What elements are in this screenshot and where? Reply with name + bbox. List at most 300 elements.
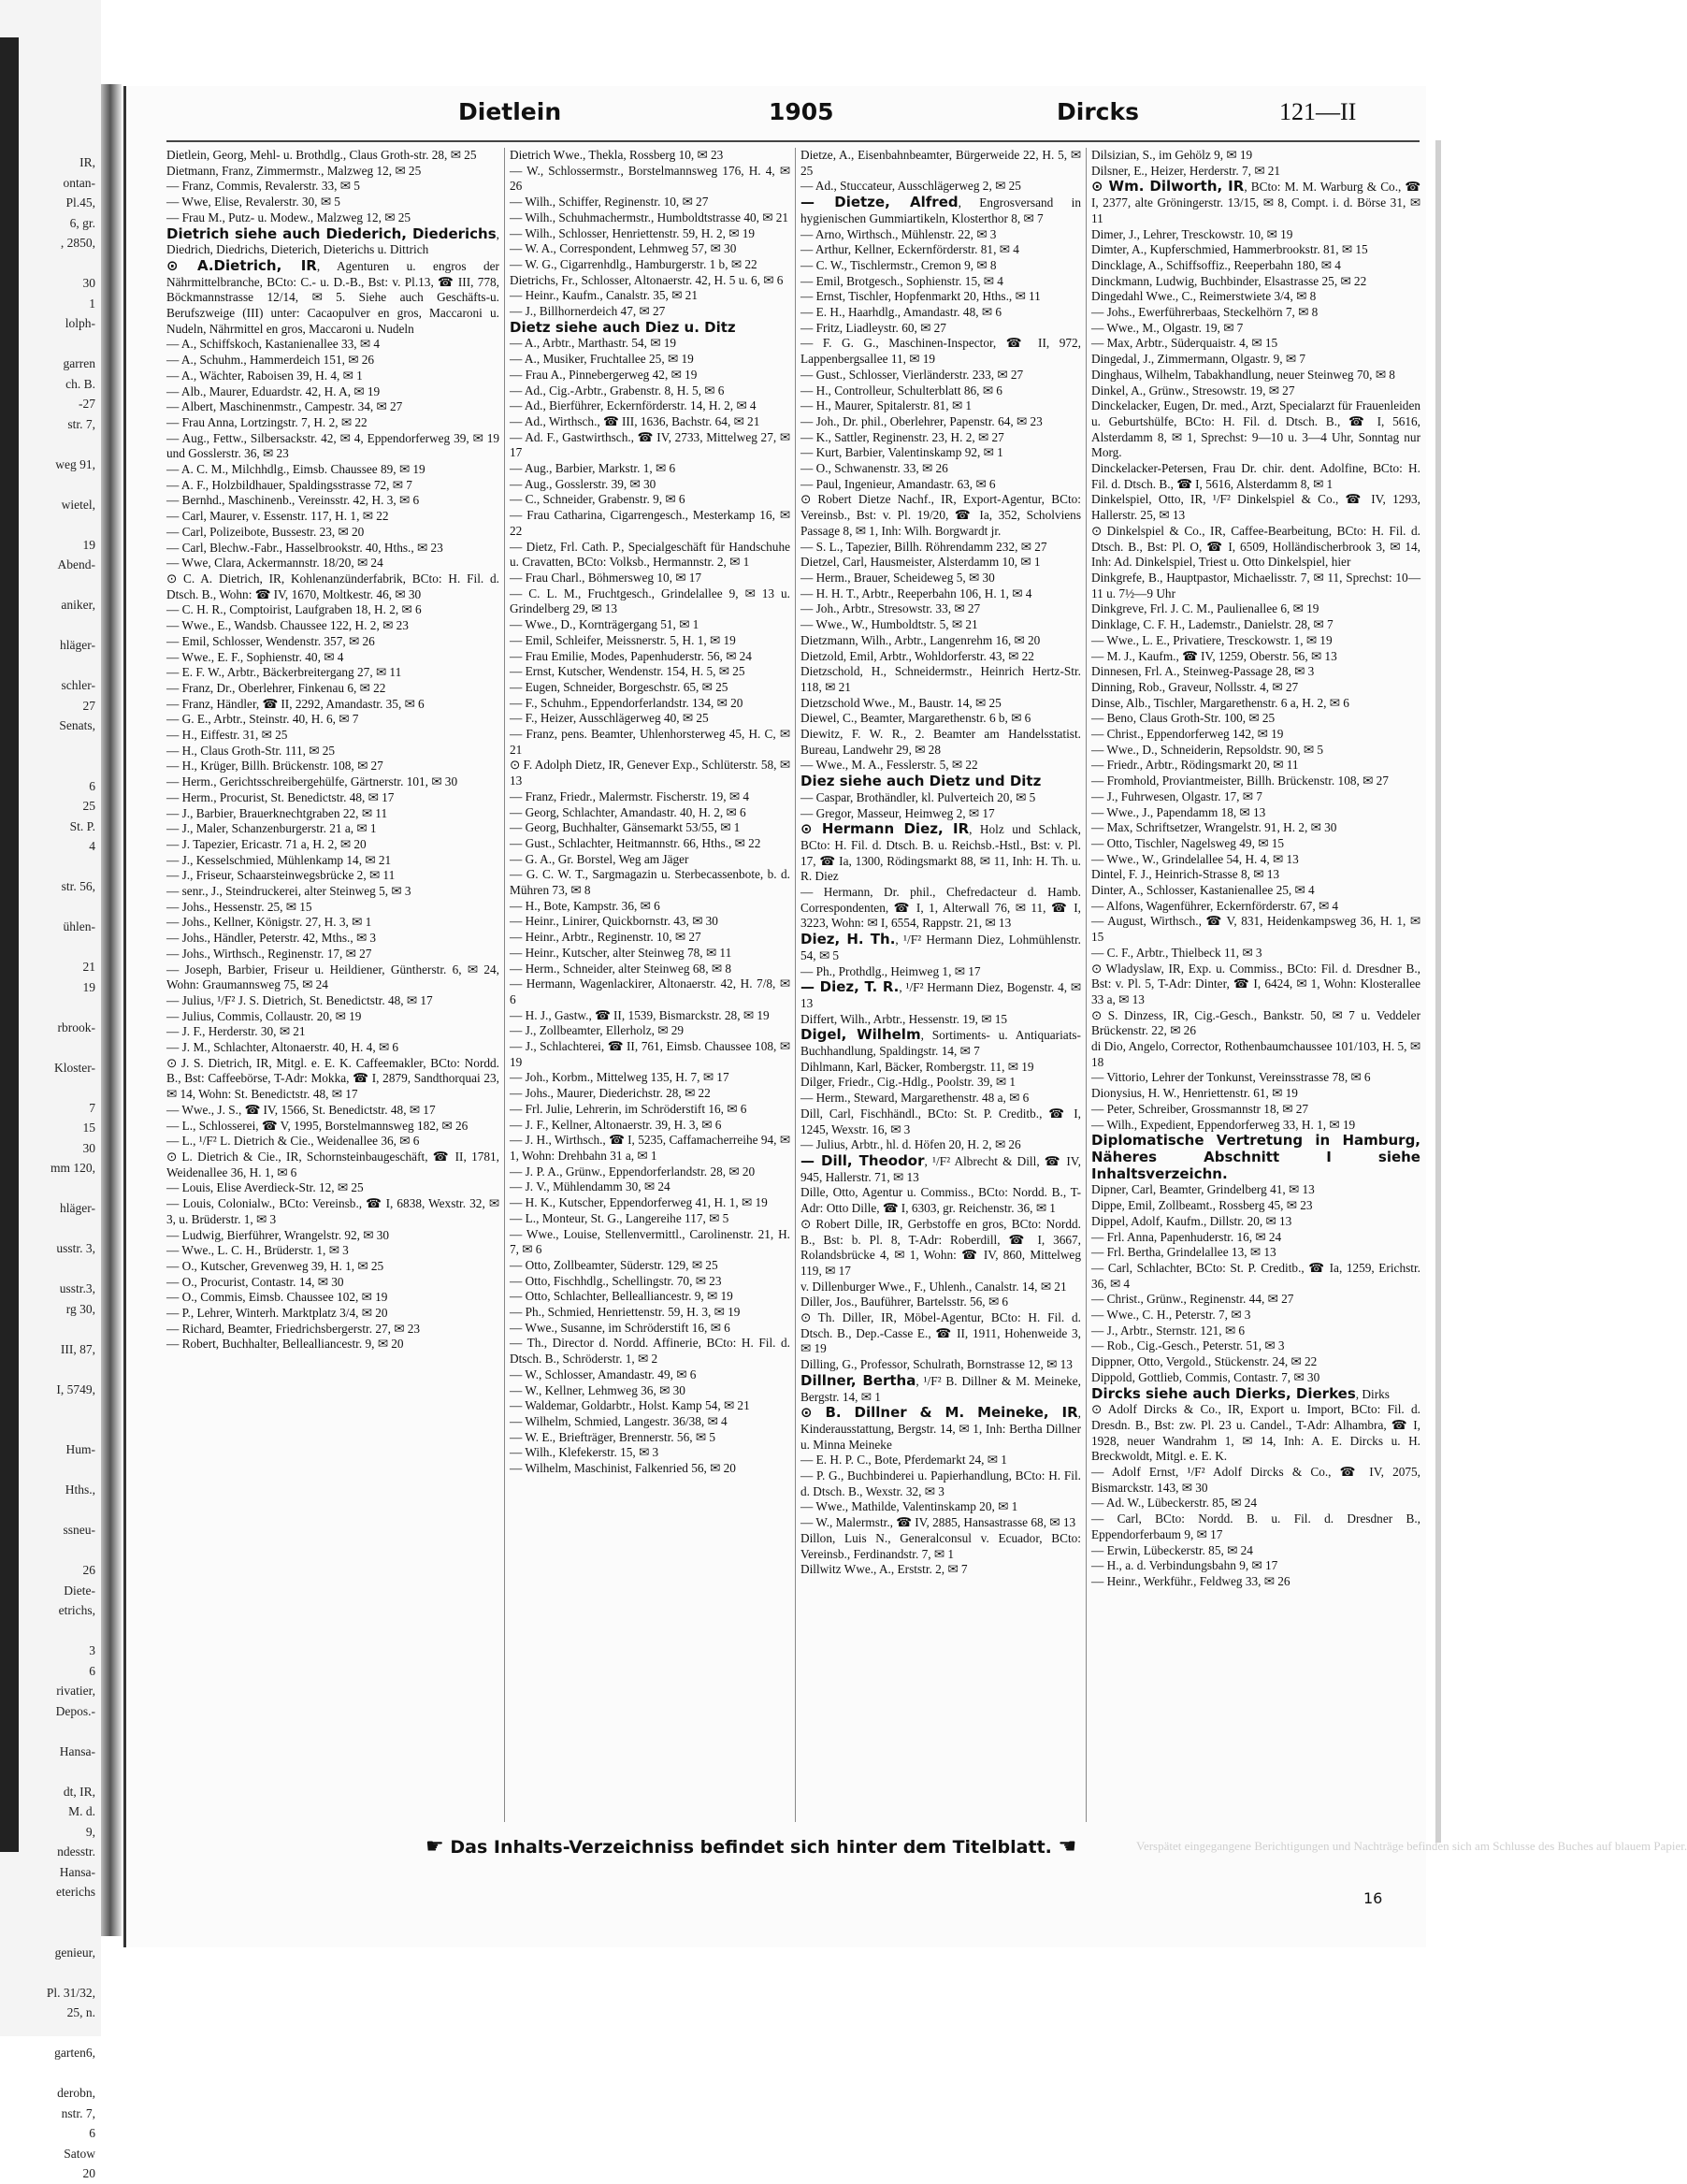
header-left-keyword: Dietlein [458, 98, 562, 125]
directory-entry: — Wilh., Expedient, Eppendorferweg 33, H. 1, ✉ 19 [1091, 1117, 1356, 1132]
directory-entry: — Frl. Bertha, Grindelallee 13, ✉ 13 [1091, 1245, 1276, 1260]
header-page-number: 121—II [1279, 98, 1357, 125]
directory-entry: — F., Heizer, Ausschlägerweg 40, ✉ 25 [510, 711, 709, 726]
directory-entry: Dintel, F. J., Heinrich-Strasse 8, ✉ 13 [1091, 867, 1280, 882]
directory-entry: — Frau M., Putz- u. Modew., Malzweg 12, ✉ 25 [166, 210, 411, 224]
gutter-fragment: 20 [82, 2166, 95, 2180]
directory-entry: — O., Procurist, Contastr. 14, ✉ 30 [166, 1274, 344, 1289]
gutter-fragment: 3 [89, 1643, 95, 1657]
directory-column-3 [800, 148, 1081, 1827]
directory-column-2 [510, 148, 790, 1827]
directory-entry: — J. Tapezier, Ericastr. 71 a, H. 2, ✉ 20 [166, 836, 367, 851]
directory-entry: — Wilhelm, Maschinist, Falkenried 56, ✉ 20 [510, 1461, 736, 1476]
gutter-fragment [19, 253, 95, 274]
gutter-fragment [19, 656, 95, 676]
directory-entry: — August, Wirthsch., ☎ V, 831, Heidenkampsweg 36, H. 1, ✉ 15 [1091, 914, 1420, 945]
directory-entry: — Wwe., C. H., Peterstr. 7, ✉ 3 [1091, 1308, 1251, 1323]
directory-entry: — Caspar, Brothändler, kl. Pulverteich 20, ✉ 5 [800, 789, 1036, 804]
gutter-fragment: rivatier, [56, 1684, 95, 1698]
directory-entry: — J. V., Mühlendamm 30, ✉ 24 [510, 1179, 670, 1194]
pointing-hand-icon: ☛ [425, 1835, 444, 1859]
directory-entry: — F., Schuhm., Eppendorferlandstr. 134, ✉ 20 [510, 695, 743, 710]
directory-entry: — Aug., Barbier, Markstr. 1, ✉ 6 [510, 461, 676, 476]
gutter-fragment [19, 615, 95, 636]
directory-entry: — A., Wächter, Raboisen 39, H. 4, ✉ 1 [166, 368, 363, 383]
directory-entry: — Ad., Wirthsch., ☎ III, 1636, Bachstr. 64, ✉ 21 [510, 413, 760, 428]
gutter-fragment: lolph- [65, 316, 95, 330]
directory-entry: Digel, Wilhelm, Sortiments- u. Antiquariats-Buchhandlung, Spaldingstr. 14, ✉ 7 [800, 1026, 1081, 1059]
directory-entry: Dinkgrefe, B., Hauptpastor, Michaelisstr. 7, ✉ 11, Sprechst: 10—11 u. 7½—9 Uhr [1091, 570, 1420, 600]
directory-entry: ⊙ Wm. Dilworth, IR, BCto: M. M. Warburg & Co., ☎ I, 2377, alte Gröningerstr. 13/15, ✉ 8, Compt. i. d. Börse 31, ✉ 11 [1091, 178, 1420, 225]
directory-entry: — Ad. W., Lübeckerstr. 85, ✉ 24 [1091, 1496, 1257, 1511]
directory-entry: ⊙ Robert Dietze Nachf., IR, Export-Agentur, BCto: Vereinsb., Bst: v. Pl. 19/20, ☎ Ia, 352, Scholviens Passage 8, ✉ 1, Inh: Wilh. Borgwardt jr. [800, 492, 1081, 538]
directory-entry: — Aug., Gosslerstr. 39, ✉ 30 [510, 476, 656, 491]
directory-entry: — Wwe., Susanne, im Schröderstift 16, ✉ 6 [510, 1320, 730, 1335]
directory-entry: — Wwe., M., Olgastr. 19, ✉ 7 [1091, 320, 1244, 335]
gutter-fragment: ühlen- [63, 919, 95, 933]
directory-entry: — Wwe., L. E., Privatiere, Tresckowstr. 1, ✉ 19 [1091, 632, 1333, 647]
directory-entry: — W. E., Briefträger, Brennerstr. 56, ✉ 5 [510, 1429, 715, 1444]
directory-entry: Dinckelacker, Eugen, Dr. med., Arzt, Specialarzt für Frauenleiden u. Geburtshülfe, BCto: H. Fil. d. Dtsch. B., ☎ I, 5616, Alsterdamm 8, ✉ 1, Sprechst: 9—10 u. 3—4 Uhr, Sonntag nur Morg. [1091, 398, 1420, 460]
directory-entry: — Franz, Händler, ☎ II, 2292, Amandastr. 35, ✉ 6 [166, 696, 425, 711]
directory-entry: — Johs., Hessenstr. 25, ✉ 15 [166, 899, 312, 914]
directory-entry: ⊙ F. Adolph Dietz, IR, Genever Exp., Schlüterstr. 58, ✉ 13 [510, 758, 790, 788]
directory-entry: — Wwe., J. S., ☎ IV, 1566, St. Benedictstr. 48, ✉ 17 [166, 1102, 436, 1117]
directory-entry: — Wwe., D., Schneiderin, Repsoldstr. 90, ✉ 5 [1091, 742, 1323, 757]
gutter-fragment [19, 1359, 95, 1380]
directory-entry: — Paul, Ingenieur, Amandastr. 63, ✉ 6 [800, 476, 996, 491]
directory-entry: — Peter, Schreiber, Grossmannstr 18, ✉ 27 [1091, 1101, 1309, 1116]
directory-entry: Dinkgreve, Frl. J. C. M., Paulienallee 6, ✉ 19 [1091, 601, 1319, 616]
directory-entry: Dietze, A., Eisenbahnbeamter, Bürgerweide 22, H. 5, ✉ 25 [800, 148, 1081, 178]
directory-entry: ⊙ Wladyslaw, IR, Exp. u. Commiss., BCto: Fil. d. Dresdner B., Bst: v. Pl. 5, T-Adr: Dinter, ☎ I, 6424, ✉ 1, Wohn: Klosterallee 33 a, ✉ 13 [1091, 961, 1420, 1006]
gutter-fragment: 9, [85, 1824, 95, 1839]
gutter-fragment: Hansa- [59, 1743, 95, 1758]
directory-entry: Diewitz, F. W. R., 2. Beamter am Handelsstatist. Bureau, Landwehr 29, ✉ 28 [800, 727, 1081, 757]
directory-entry: — Frl. Julie, Lehrerin, im Schröderstift 16, ✉ 6 [510, 1101, 747, 1116]
directory-entry: — Heinr., Werkführ., Feldweg 33, ✉ 26 [1091, 1573, 1290, 1588]
directory-entry: — O., Commis, Eimsb. Chaussee 102, ✉ 19 [166, 1290, 388, 1305]
bleed-through-text: Verspätet eingegangene Berichtigungen und Nachträge befinden sich am Schlusse des Buches auf blauem Papier. [1136, 1839, 1687, 1853]
directory-entry: — C. F., Arbtr., Thielbeck 11, ✉ 3 [1091, 945, 1262, 960]
directory-column-4 [1091, 148, 1420, 1827]
directory-entry: — Julius, Commis, Collaustr. 20, ✉ 19 [166, 1008, 362, 1023]
directory-entry: — Carl, Blechw.-Fabr., Hasselbrookstr. 40, Hths., ✉ 23 [166, 540, 443, 555]
directory-entry: ⊙ Adolf Dircks & Co., IR, Export u. Import, BCto: Fil. d. Dresdn. B., Bst: zw. Pl. 23 u. Candel., T-Adr: Alhambra, ☎ I, 1928, neuer Wandrahm 1, ✉ 14, Inh: A. E. Dircks u. H. Breckwoldt, Mitgl. e. E. K. [1091, 1402, 1420, 1464]
gutter-fragment [19, 857, 95, 877]
gutter-fragment: Hansa- [59, 1864, 95, 1879]
directory-entry: — Joseph, Barbier, Friseur u. Heildiener, Güntherstr. 6, ✉ 24, Wohn: Graumannsweg 75, ✉ 24 [166, 962, 499, 992]
directory-entry: — Erwin, Lübeckerstr. 85, ✉ 24 [1091, 1542, 1253, 1557]
directory-entry: — Hermann, Dr. phil., Chefredacteur d. Hamb. Correspondenten, ☎ I, 1, Alterwall 76, ✉ 11, ☎ I, 3223, Wohn: ✉ I, 6554, Rappstr. 21, ✉ 13 [800, 885, 1081, 931]
gutter-fragment: 19 [82, 979, 95, 994]
directory-entry: — Joh., Dr. phil., Oberlehrer, Papenstr. 64, ✉ 23 [800, 413, 1043, 428]
directory-entry: — Waldemar, Goldarbtr., Holst. Kamp 54, ✉ 21 [510, 1398, 750, 1413]
directory-entry: — J., Barbier, Brauerknechtgraben 22, ✉ 11 [166, 805, 388, 820]
gutter-fragment: 30 [82, 1140, 95, 1155]
directory-entry: Dietz siehe auch Diez u. Ditz [510, 318, 736, 336]
directory-entry: — Dietze, Alfred, Engrosversand in hygienischen Gummiartikeln, Klosterthor 8, ✉ 7 [800, 194, 1081, 225]
directory-entry: — J., Fuhrwesen, Olgastr. 17, ✉ 7 [1091, 788, 1262, 803]
directory-entry: — Johs., Kellner, Königstr. 27, H. 3, ✉ 1 [166, 915, 372, 930]
directory-entry: — Aug., Fettw., Silbersackstr. 42, ✉ 4, Eppendorferweg 39, ✉ 19 und Gosslerstr. 36, ✉ 23 [166, 430, 499, 461]
directory-entry: Dircks siehe auch Dierks, Dierkes, Dirks [1091, 1384, 1390, 1402]
directory-entry: Dingedal, J., Zimmermann, Olgastr. 9, ✉ 7 [1091, 352, 1306, 367]
directory-entry: — Wwe., M. A., Fesslerstr. 5, ✉ 22 [800, 758, 978, 773]
directory-entry: — Johs., Maurer, Diederichstr. 28, ✉ 22 [510, 1086, 711, 1101]
directory-entry: ⊙ L. Dietrich & Cie., IR, Schornsteinbaugeschäft, ☎ II, 1781, Weidenallee 36, H. 1, ✉ 6 [166, 1150, 499, 1179]
gutter-fragment: 1 [89, 296, 95, 311]
directory-entry: Dinkel, A., Grünw., Stresowstr. 19, ✉ 27 [1091, 383, 1295, 398]
gutter-fragment: wietel, [61, 497, 95, 512]
directory-entry: Dippe, Emil, Zollbeamt., Rossberg 45, ✉ 23 [1091, 1198, 1313, 1213]
directory-entry: — Hermann, Wagenlackirer, Altonaerstr. 42, H. 7/8, ✉ 6 [510, 976, 790, 1006]
directory-entry: — Wilh., Schuhmachermstr., Humboldtstrasse 40, ✉ 21 [510, 210, 789, 224]
gutter-fragment [19, 1761, 95, 1782]
directory-entry: — Wilh., Klefekerstr. 15, ✉ 3 [510, 1445, 659, 1460]
directory-entry: — Herm., Brauer, Scheideweg 5, ✉ 30 [800, 570, 995, 585]
directory-entry: Dietzmann, Wilh., Arbtr., Langenrehm 16, ✉ 20 [800, 632, 1041, 647]
directory-entry: — Richard, Beamter, Friedrichsbergerstr. 27, ✉ 23 [166, 1321, 421, 1336]
gutter-fragment: etrichs, [58, 1603, 95, 1617]
directory-entry: — Franz, Friedr., Malermstr. Fischerstr. 19, ✉ 4 [510, 788, 749, 803]
gutter-fragment: mm 120, [50, 1161, 95, 1175]
directory-entry: — Wwe., W., Humboldtstr. 5, ✉ 21 [800, 617, 978, 632]
directory-entry: — Frau Charl., Böhmersweg 10, ✉ 17 [510, 570, 702, 585]
directory-entry: — C., Schneider, Grabenstr. 9, ✉ 6 [510, 492, 685, 507]
directory-entry: — H. H. T., Arbtr., Reeperbahn 106, H. 1, ✉ 4 [800, 586, 1032, 600]
directory-entry: — G. E., Arbtr., Steinstr. 40, H. 6, ✉ 7 [166, 712, 359, 727]
gutter-fragment: -27 [79, 397, 95, 411]
directory-entry: — Arno, Wirthsch., Mühlenstr. 22, ✉ 3 [800, 226, 997, 241]
gutter-fragment: Abend- [57, 557, 95, 571]
gutter-fragment [19, 937, 95, 958]
directory-entry: Dinse, Alb., Tischler, Margarethenstr. 6 a, H. 2, ✉ 6 [1091, 695, 1349, 710]
gutter-fragment: Pl.45, [65, 195, 95, 210]
gutter-fragment: 6 [89, 1663, 95, 1678]
gutter-fragment: usstr.3, [59, 1281, 95, 1295]
directory-entry: — W., Schlossermstr., Borstelmannsweg 176, H. 4, ✉ 26 [510, 163, 790, 194]
directory-entry: ⊙ J. S. Dietrich, IR, Mitgl. e. E. K. Caffeemakler, BCto: Nordd. B., Bst: Caffeebörse, T-Adr: Mokka, ☎ I, 2879, Sandthorquai 23, ✉ 14, Wohn: St. Benedictstr. 48, ✉ 17 [166, 1055, 499, 1102]
directory-entry: — Wwe., E., Wandsb. Chaussee 122, H. 2, ✉ 23 [166, 618, 409, 633]
directory-entry: Dilsner, E., Heizer, Herderstr. 7, ✉ 21 [1091, 163, 1281, 178]
directory-entry: — Eugen, Schneider, Borgeschstr. 65, ✉ 25 [510, 679, 728, 694]
directory-entry: — Heinr., Linirer, Quickbornstr. 43, ✉ 30 [510, 914, 718, 929]
gutter-fragment: dt, IR, [63, 1784, 95, 1799]
gutter-fragment [19, 997, 95, 1018]
directory-entry: — Ad., Bierführer, Eckernförderstr. 14, H. 2, ✉ 4 [510, 398, 757, 413]
directory-entry: — K., Sattler, Reginenstr. 23, H. 2, ✉ 27 [800, 429, 1004, 444]
gutter-fragment: 6, gr. [69, 215, 95, 230]
gutter-fragment [19, 1922, 95, 1943]
directory-entry: Dippel, Adolf, Kaufm., Dillstr. 20, ✉ 13 [1091, 1213, 1292, 1228]
directory-entry: — Julius, ¹/F² J. S. Dietrich, St. Benedictstr. 48, ✉ 17 [166, 992, 433, 1007]
directory-entry: — Emil, Schlosser, Wendenstr. 357, ✉ 26 [166, 633, 375, 648]
directory-entry: — J., Billhornerdeich 47, ✉ 27 [510, 304, 666, 319]
directory-entry: — Louis, Colonialw., BCto: Vereinsb., ☎ I, 6838, Wexstr. 32, ✉ 3, u. Brüderstr. 1, ✉ 3 [166, 1196, 499, 1226]
directory-entry: — Herm., Procurist, St. Benedictstr. 48, ✉ 17 [166, 789, 395, 804]
directory-entry: — A., Musiker, Fruchtallee 25, ✉ 19 [510, 352, 694, 367]
directory-entry: — Wwe., W., Grindelallee 54, H. 4, ✉ 13 [1091, 851, 1299, 866]
directory-entry: — S. L., Tapezier, Billh. Röhrendamm 232, ✉ 27 [800, 539, 1047, 554]
directory-entry: ⊙ Robert Dille, IR, Gerbstoffe en gros, BCto: Nordd. B., Bst: b. Pl. 8, T-Adr: Roberdill, ☎ I, 3667, Rolandsbrücke 4, ✉ 1, Wohn: ☎ IV, 860, Mittelweg 119, ✉ 17 [800, 1216, 1081, 1278]
directory-entry: — W., Malermstr., ☎ IV, 2885, Hansastrasse 68, ✉ 13 [800, 1515, 1076, 1530]
directory-entry: — Herm., Schneider, alter Steinweg 68, ✉ 8 [510, 961, 731, 976]
directory-entry: — O., Schwanenstr. 33, ✉ 26 [800, 461, 948, 476]
gutter-fragment: 25 [82, 799, 95, 813]
directory-entry: Dietrich siehe auch Diederich, Diederichs, Diedrich, Diedrichs, Dieterich, Dieterichs u. Dittrich [166, 224, 499, 257]
directory-entry: Dietlein, Georg, Mehl- u. Brothdlg., Claus Groth-str. 28, ✉ 25 [166, 148, 477, 162]
directory-entry: — Gust., Schlachter, Heitmannstr. 66, Hths., ✉ 22 [510, 835, 761, 850]
gutter-fragment [19, 1621, 95, 1642]
directory-entry: Dinckmann, Ludwig, Buchbinder, Elsastrasse 25, ✉ 22 [1091, 273, 1367, 288]
book-spine [101, 84, 122, 1936]
directory-entry: — Ad., Stuccateur, Ausschlägerweg 2, ✉ 25 [800, 179, 1021, 194]
gutter-fragment [19, 1540, 95, 1561]
gutter-fragment [19, 1037, 95, 1058]
gutter-fragment: eterichs [56, 1885, 95, 1899]
directory-entry: ⊙ Hermann Diez, IR, Holz und Schlack, BCto: H. Fil. d. Dtsch. B. u. Reichsb.-Hstl., Bst: v. Pl. 17, ☎ Ia, 1300, Rödingsmarkt 88, ✉ 11, Inh: H. Th. u. R. Diez [800, 820, 1081, 884]
directory-entry: — G. A., Gr. Borstel, Weg am Jäger [510, 851, 689, 866]
directory-entry: — E. H. P. C., Bote, Pferdemarkt 24, ✉ 1 [800, 1453, 1007, 1468]
directory-entry: — Christ., Grünw., Reginenstr. 44, ✉ 27 [1091, 1292, 1294, 1307]
directory-entry: — Max, Schriftsetzer, Wrangelstr. 91, H. 2, ✉ 30 [1091, 820, 1337, 835]
directory-entry: — J. F., Herderstr. 30, ✉ 21 [166, 1024, 306, 1039]
directory-entry: — Friedr., Arbtr., Rödingsmarkt 20, ✉ 11 [1091, 758, 1299, 773]
gutter-fragment: weg 91, [55, 456, 95, 471]
gutter-fragment: nstr. 7, [61, 2105, 95, 2120]
directory-entry: — Otto, Fischhdlg., Schellingstr. 70, ✉ 23 [510, 1273, 722, 1288]
directory-entry: — J. M., Schlachter, Altonaerstr. 40, H. 4, ✉ 6 [166, 1040, 399, 1055]
header-right-keyword: Dircks [1057, 98, 1139, 125]
gutter-fragment: I, 5749, [56, 1381, 95, 1396]
gutter-fragment: 21 [82, 960, 95, 974]
directory-entry: Dietmann, Franz, Zimmermstr., Malzweg 12, ✉ 25 [166, 163, 422, 178]
gutter-fragment: ch. B. [65, 376, 95, 391]
gutter-fragment: St. P. [69, 818, 95, 833]
gutter-fragment: 26 [82, 1563, 95, 1577]
directory-entry: — Ph., Schmied, Henriettenstr. 59, H. 3, ✉ 19 [510, 1305, 741, 1320]
gutter-fragment [19, 514, 95, 535]
directory-entry: — Otto, Schlachter, Bellealliancestr. 9, ✉ 19 [510, 1289, 733, 1304]
directory-entry: — Johs., Händler, Peterstr. 42, Mths., ✉ 3 [166, 931, 377, 946]
directory-entry: — Louis, Elise Averdieck-Str. 12, ✉ 25 [166, 1180, 364, 1195]
directory-entry: — Frl. Anna, Papenhuderstr. 16, ✉ 24 [1091, 1229, 1282, 1244]
gutter-fragment [19, 1721, 95, 1742]
directory-entry: — J. H., Wirthsch., ☎ I, 5235, Caffamacherreihe 94, ✉ 1, Wohn: Drehbahn 31 a, ✉ 1 [510, 1133, 790, 1163]
directory-entry: Dippold, Gottlieb, Commis, Contastr. 7, ✉ 30 [1091, 1369, 1320, 1384]
directory-entry: — W. G., Cigarrenhdlg., Hamburgerstr. 1 b, ✉ 22 [510, 256, 757, 271]
directory-entry: — Robert, Buchhalter, Bellealliancestr. 9, ✉ 20 [166, 1337, 404, 1352]
directory-entry: Dionysius, H. W., Henriettenstr. 61, ✉ 19 [1091, 1086, 1298, 1101]
directory-entry: — M. J., Kaufm., ☎ IV, 1259, Oberstr. 56, ✉ 13 [1091, 648, 1337, 663]
directory-entry: — Georg, Buchhalter, Gänsemarkt 53/55, ✉ 1 [510, 820, 741, 835]
gutter-fragment: schler- [61, 678, 95, 692]
directory-entry: Dietrich Wwe., Thekla, Rossberg 10, ✉ 23 [510, 148, 724, 162]
gutter-fragment: 6 [89, 2126, 95, 2140]
directory-entry: Dillner, Bertha, ¹/F² B. Dillner & M. Meineke, Bergstr. 14, ✉ 1 [800, 1371, 1081, 1404]
directory-entry: — H., a. d. Verbindungsbahn 9, ✉ 17 [1091, 1558, 1278, 1573]
gutter-fragment [19, 1460, 95, 1481]
gutter-fragment: genieur, [54, 1945, 95, 1960]
directory-entry: — E. H., Haarhdlg., Amandastr. 48, ✉ 6 [800, 305, 1002, 320]
directory-entry: — Wwe., J., Papendamm 18, ✉ 13 [1091, 804, 1266, 819]
directory-entry: Dipner, Carl, Beamter, Grindelberg 41, ✉ 13 [1091, 1182, 1315, 1197]
previous-page-edge [0, 0, 101, 2180]
directory-entry: Dilsizian, S., im Gehölz 9, ✉ 19 [1091, 148, 1253, 162]
gutter-fragment: rg 30, [65, 1301, 95, 1316]
directory-entry: Dimter, A., Kupferschmied, Hammerbrookstr. 81, ✉ 15 [1091, 242, 1368, 257]
gutter-fragment: 7 [89, 1100, 95, 1115]
directory-entry: — Diez, T. R., ¹/F² Hermann Diez, Bogenstr. 4, ✉ 13 [800, 978, 1081, 1010]
gutter-fragment [19, 1219, 95, 1239]
directory-entry: — Herm., Steward, Margarethenstr. 48 a, ✉ 6 [800, 1091, 1030, 1106]
directory-entry: — A. C. M., Milchhdlg., Eimsb. Chaussee 89, ✉ 19 [166, 462, 425, 477]
directory-entry: — Georg, Schlachter, Amandastr. 40, H. 2, ✉ 6 [510, 804, 746, 819]
directory-entry: — P., Lehrer, Winterh. Marktplatz 3/4, ✉ 20 [166, 1306, 388, 1321]
directory-entry: — C. W., Tischlermstr., Cremon 9, ✉ 8 [800, 257, 997, 272]
directory-entry: — Vittorio, Lehrer der Tonkunst, Vereinsstrasse 78, ✉ 6 [1091, 1070, 1371, 1085]
gutter-fragment: rbrook- [57, 1020, 95, 1034]
directory-entry: — Wilh., Schlosser, Henriettenstr. 59, H. 2, ✉ 19 [510, 225, 756, 240]
directory-entry: — H. K., Kutscher, Eppendorferweg 41, H. 1, ✉ 19 [510, 1195, 768, 1210]
directory-entry: — Ernst, Tischler, Hopfenmarkt 20, Hths., ✉ 11 [800, 289, 1041, 304]
directory-entry: Dilling, G., Professor, Schulrath, Bornstrasse 12, ✉ 13 [800, 1357, 1073, 1372]
gutter-fragment: hläger- [60, 638, 95, 652]
directory-entry: — Johs., Wirthsch., Reginenstr. 17, ✉ 27 [166, 946, 372, 961]
gutter-fragment [19, 575, 95, 596]
directory-entry: — Gregor, Masseur, Heimweg 2, ✉ 17 [800, 805, 995, 820]
directory-entry: — E. F. W., Arbtr., Bäckerbreitergang 27, ✉ 11 [166, 665, 402, 680]
directory-entry: — Emil, Brotgesch., Sophienstr. 15, ✉ 4 [800, 273, 1003, 288]
directory-entry: Dietzold, Emil, Arbtr., Wohldorferstr. 43, ✉ 22 [800, 648, 1034, 663]
directory-entry: — Joh., Arbtr., Stresowstr. 33, ✉ 27 [800, 601, 981, 616]
gutter-fragment [19, 1179, 95, 1199]
directory-entry: — L., Monteur, St. G., Langereihe 117, ✉ 5 [510, 1210, 729, 1225]
gutter-fragment: Hths., [65, 1483, 95, 1497]
directory-entry: Dinning, Rob., Graveur, Nollsstr. 4, ✉ 27 [1091, 679, 1299, 694]
header-year: 1905 [769, 98, 834, 125]
directory-entry: Dinckelacker-Petersen, Frau Dr. chir. dent. Adolfine, BCto: H. Fil. d. Dtsch. B., ☎ I, 5616, Alsterdamm 8, ✉ 1 [1091, 461, 1420, 491]
directory-entry: — H., Krüger, Billh. Brückenstr. 108, ✉ 27 [166, 759, 383, 774]
directory-entry: — J., Maler, Schanzenburgerstr. 21 a, ✉ 1 [166, 821, 377, 836]
directory-entry: — J., Kesselschmied, Mühlenkamp 14, ✉ 21 [166, 852, 392, 867]
gutter-fragment [19, 1420, 95, 1440]
directory-entry: — Wwe, Elise, Revalerstr. 30, ✉ 5 [166, 195, 340, 210]
directory-entry: Dihlmann, Karl, Bäcker, Rombergstr. 11, ✉ 19 [800, 1059, 1034, 1074]
directory-entry: — Herm., Gerichtsschreibergehülfe, Gärtnerstr. 101, ✉ 30 [166, 774, 458, 789]
directory-entry: — Frau Emilie, Modes, Papenhuderstr. 56, ✉ 24 [510, 648, 752, 663]
directory-entry: — J., Zollbeamter, Ellerholz, ✉ 29 [510, 1023, 685, 1038]
column-divider [1086, 148, 1087, 1822]
gutter-fragment: Senats, [59, 718, 95, 732]
directory-entry: Dietrichs, Fr., Schlosser, Altonaerstr. 42, H. 5 u. 6, ✉ 6 [510, 272, 784, 287]
directory-entry: — Johs., Ewerführerbaas, Steckelhörn 7, ✉ 8 [1091, 305, 1319, 320]
directory-entry: Differt, Wilh., Arbtr., Hessenstr. 19, ✉ 15 [800, 1011, 1008, 1026]
gutter-fragment: III, 87, [60, 1341, 95, 1356]
directory-entry: — Alb., Maurer, Eduardstr. 42, H. A, ✉ 19 [166, 383, 381, 398]
gutter-fragment [19, 1962, 95, 1983]
directory-entry: — J. F., Kellner, Altonaerstr. 39, H. 3, ✉ 6 [510, 1117, 722, 1132]
directory-entry: — Gust., Schlosser, Vierländerstr. 233, ✉ 27 [800, 367, 1024, 382]
directory-entry: — Frau Anna, Lortzingstr. 7, H. 2, ✉ 22 [166, 414, 368, 429]
column-divider [795, 148, 796, 1822]
directory-entry: Diplomatische Vertretung in Hamburg, Näheres Abschnitt I siehe Inhaltsverzeichn. [1091, 1132, 1420, 1182]
directory-entry: ⊙ B. Dillner & M. Meineke, IR, Kinderausstattung, Bergstr. 14, ✉ 1, Inh: Bertha Dillner u. Minna Meineke [800, 1404, 1081, 1452]
gutter-fragment: Hum- [65, 1442, 95, 1456]
directory-entry: — H., Maurer, Spitalerstr. 81, ✉ 1 [800, 398, 973, 413]
directory-entry: — A. F., Holzbildhauer, Spaldingsstrasse 72, ✉ 7 [166, 477, 412, 492]
gutter-fragment [19, 2023, 95, 2044]
gutter-fragment: 6 [89, 778, 95, 793]
directory-entry: — Wwe., E. F., Sophienstr. 40, ✉ 4 [166, 649, 344, 664]
directory-entry: di Dio, Angelo, Corrector, Rothenbaumchaussee 101/103, H. 5, ✉ 18 [1091, 1039, 1420, 1069]
footer-text: Das Inhalts-Verzeichniss befindet sich hinter dem Titelblatt. [450, 1837, 1052, 1858]
gutter-fragment [19, 897, 95, 918]
previous-page-fragments [19, 112, 95, 2184]
directory-entry: — Fromhold, Proviantmeister, Billh. Brückenstr. 108, ✉ 27 [1091, 774, 1389, 788]
gutter-fragment: garren [63, 356, 95, 370]
directory-entry: — J., Arbtr., Sternstr. 121, ✉ 6 [1091, 1323, 1246, 1338]
gutter-fragment: garten6, [54, 2046, 95, 2060]
directory-entry: Dippner, Otto, Vergold., Stückenstr. 24, ✉ 22 [1091, 1354, 1318, 1369]
directory-entry: Dietzel, Carl, Hausmeister, Alsterdamm 10, ✉ 1 [800, 555, 1041, 570]
directory-entry: — Rob., Cig.-Gesch., Peterstr. 51, ✉ 3 [1091, 1338, 1285, 1353]
right-margin-shadow [1435, 140, 1441, 1843]
directory-entry: — Franz, pens. Beamter, Uhlenhorsterweg 45, H. C, ✉ 21 [510, 727, 790, 757]
directory-entry: — Fritz, Liadleystr. 60, ✉ 27 [800, 320, 946, 335]
gutter-fragment: 30 [82, 276, 95, 290]
gutter-fragment [19, 1078, 95, 1098]
directory-entry: ⊙ S. Dinzess, IR, Cig.-Gesch., Bankstr. 50, ✉ 7 u. Veddeler Brückenstr. 22, ✉ 26 [1091, 1007, 1420, 1038]
directory-entry: — H., Claus Groth-Str. 111, ✉ 25 [166, 743, 336, 758]
gutter-fragment: usstr. 3, [56, 1241, 95, 1255]
directory-entry: — J., Schlachterei, ☎ II, 761, Eimsb. Chaussee 108, ✉ 19 [510, 1039, 790, 1069]
footer-notice [425, 1835, 1076, 1859]
gutter-fragment [19, 1259, 95, 1280]
directory-entry: Dinkelspiel, Otto, IR, ¹/F² Dinkelspiel & Co., ☎ IV, 1293, Hallerstr. 25, ✉ 13 [1091, 492, 1420, 523]
directory-entry: Diewel, C., Beamter, Margarethenstr. 6 b, ✉ 6 [800, 711, 1031, 726]
directory-entry: — A., Schiffskoch, Kastanienallee 33, ✉ 4 [166, 337, 381, 352]
gutter-fragment [19, 2063, 95, 2084]
header-rule [166, 140, 1420, 142]
directory-entry: Dill, Carl, Fischhändl., BCto: St. P. Creditb., ☎ I, 1245, Wexstr. 16, ✉ 3 [800, 1106, 1081, 1136]
directory-entry: — F. G. G., Maschinen-Inspector, ☎ II, 972, Lappenbergsallee 11, ✉ 19 [800, 336, 1081, 367]
directory-entry: — Alfons, Wagenführer, Eckernförderstr. 67, ✉ 4 [1091, 898, 1339, 913]
directory-entry: Dietzschold Wwe., M., Baustr. 14, ✉ 25 [800, 695, 1002, 710]
gutter-fragment: Pl. 31/32, [46, 1985, 95, 2000]
directory-entry: — Christ., Eppendorferweg 142, ✉ 19 [1091, 727, 1284, 742]
directory-entry: Dingedahl Wwe., C., Reimerstwiete 3/4, ✉ 8 [1091, 289, 1317, 304]
directory-entry: Dille, Otto, Agentur u. Commiss., BCto: Nordd. B., T-Adr: Otto Dille, ☎ I, 6303, gr. Reichenstr. 36, ✉ 1 [800, 1185, 1081, 1216]
directory-entry: — Frau Catharina, Cigarrengesch., Mesterkamp 16, ✉ 22 [510, 508, 790, 538]
directory-entry: Diez siehe auch Dietz und Ditz [800, 773, 1042, 790]
directory-entry: Dillwitz Wwe., A., Erststr. 2, ✉ 7 [800, 1562, 968, 1577]
directory-entry: — Kurt, Barbier, Valentinskamp 92, ✉ 1 [800, 445, 1003, 460]
gutter-fragment: hläger- [60, 1201, 95, 1215]
directory-entry: — Albert, Maschinenmstr., Campestr. 34, ✉ 27 [166, 399, 403, 414]
gutter-fragment: 19 [82, 537, 95, 552]
gutter-fragment: ontan- [63, 175, 95, 190]
gutter-fragment: derobn, [57, 2086, 95, 2100]
directory-entry: — A., Schuhm., Hammerdeich 151, ✉ 26 [166, 353, 375, 368]
directory-entry: — Th., Director d. Nordd. Affinerie, BCto: H. Fil. d. Dtsch. B., Schröderstr. 1, ✉ 2 [510, 1336, 790, 1367]
directory-entry: — Heinr., Kaufm., Canalstr. 35, ✉ 21 [510, 288, 698, 303]
gutter-fragment: ssneu- [63, 1523, 95, 1537]
binding-shadow [0, 37, 19, 1852]
directory-entry: ⊙ C. A. Dietrich, IR, Kohlenanzünderfabrik, BCto: H. Fil. d. Dtsch. B., Wohn: ☎ IV, 1670, Moltkestr. 46, ✉ 30 [166, 571, 499, 601]
directory-entry: — Otto, Zollbeamter, Süderstr. 129, ✉ 25 [510, 1257, 718, 1272]
